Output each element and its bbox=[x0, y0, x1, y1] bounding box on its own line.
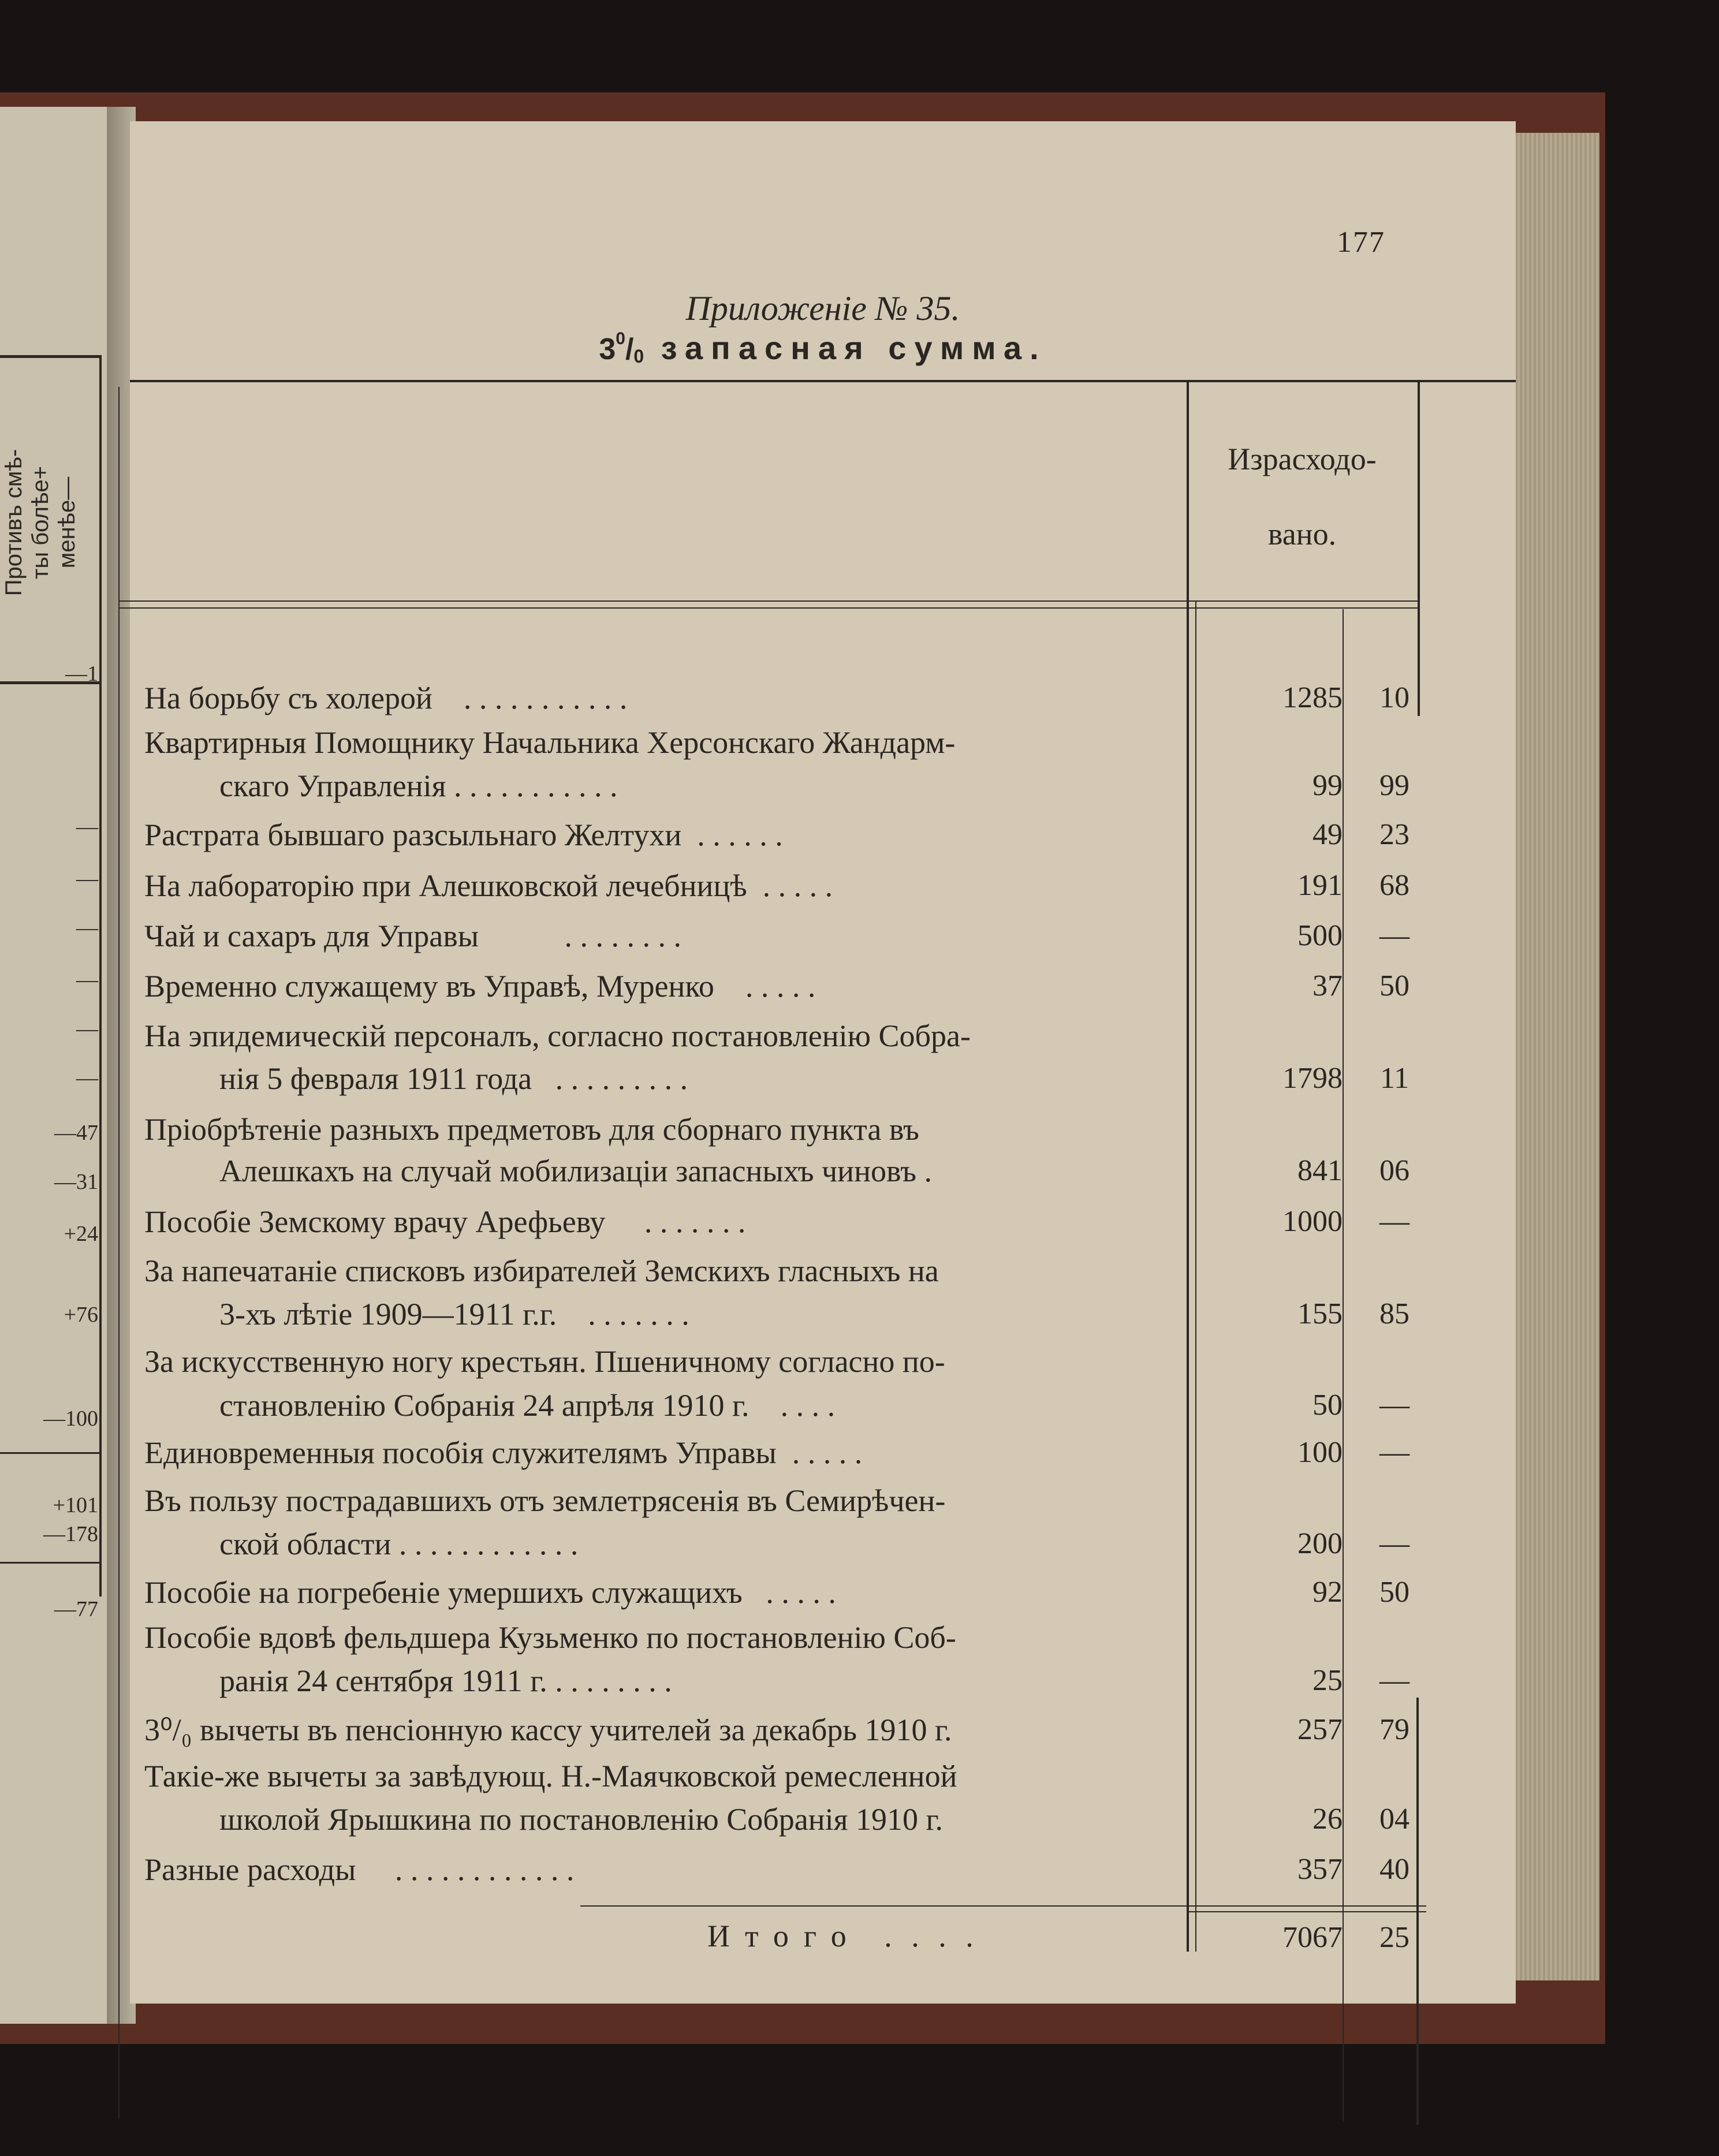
row-kopecks: 11 bbox=[1379, 1062, 1409, 1095]
row-dots: . . . . . . . bbox=[644, 1204, 746, 1239]
row-kopecks: — bbox=[1379, 1205, 1409, 1238]
table-top-rule bbox=[130, 380, 1516, 382]
row-dots: . bbox=[924, 1154, 933, 1188]
row-text: На лабораторію при Алешковской лечебницѣ bbox=[144, 868, 747, 903]
row-rubles: 100 bbox=[1297, 1436, 1343, 1469]
row-dots: . . . . . bbox=[745, 969, 816, 1004]
row-text: Чай и сахаръ для Управы bbox=[144, 919, 479, 953]
left-value: — bbox=[76, 1017, 98, 1041]
row-text-cont: скаго Управленія bbox=[219, 769, 446, 803]
row-text: Пріобрѣтеніе разныхъ предметовъ для сборнаго пункта въ bbox=[144, 1112, 919, 1147]
row-rubles: 37 bbox=[1312, 969, 1343, 1002]
left-value: +101 bbox=[53, 1493, 98, 1517]
table-left-rule bbox=[118, 387, 120, 2119]
page-edges bbox=[1513, 133, 1599, 1980]
left-value: —77 bbox=[54, 1597, 98, 1621]
appendix-heading: Приложеніе № 35. bbox=[685, 289, 960, 327]
total-label: Итого bbox=[707, 1919, 862, 1953]
row-dots: . . . . . . . . . . . bbox=[463, 681, 628, 715]
row-kopecks: 40 bbox=[1379, 1853, 1409, 1886]
left-value: +24 bbox=[64, 1222, 98, 1246]
row-rubles: 357 bbox=[1297, 1853, 1343, 1886]
row-dots: . . . . . . . . . . . . bbox=[394, 1852, 575, 1887]
left-value: — bbox=[76, 1066, 98, 1090]
total-rubles: 7067 bbox=[1282, 1921, 1343, 1954]
row-rubles: 191 bbox=[1297, 869, 1343, 902]
row-rubles: 200 bbox=[1297, 1527, 1343, 1560]
row-dots: . . . . . . . bbox=[588, 1297, 689, 1331]
table-right-rule bbox=[1418, 381, 1420, 716]
header-rule-1 bbox=[118, 600, 1418, 602]
row-rubles: 50 bbox=[1312, 1389, 1343, 1422]
row-text: Разные расходы bbox=[144, 1852, 356, 1887]
title-sub: 0 bbox=[633, 346, 644, 367]
row-text: Квартирныя Помощнику Начальника Херсонскаго Жандарм- bbox=[144, 725, 956, 760]
row-text: За искусственную ногу крестьян. Пшеничному согласно по- bbox=[144, 1344, 945, 1379]
left-value: — bbox=[76, 867, 98, 891]
row-kopecks: — bbox=[1379, 919, 1409, 952]
row-text: Въ пользу пострадавшихъ отъ землетрясенія въ Семирѣчен- bbox=[144, 1483, 946, 1518]
row-dots: . . . . . . . . bbox=[555, 1663, 672, 1698]
row-dots: . . . . . . bbox=[697, 818, 783, 852]
left-value: —100 bbox=[43, 1407, 98, 1431]
row-kopecks: 10 bbox=[1379, 681, 1409, 714]
row-text: 3⁰/₀ вычеты въ пенсіонную кассу учителей за декабрь 1910 г. bbox=[144, 1713, 952, 1747]
left-value: —178 bbox=[43, 1522, 98, 1546]
row-text-cont: становленію Собранія 24 апрѣля 1910 г. bbox=[219, 1388, 750, 1423]
row-kopecks: — bbox=[1379, 1436, 1409, 1469]
row-kopecks: — bbox=[1379, 1389, 1409, 1422]
row-rubles: 500 bbox=[1297, 919, 1343, 952]
table-title: $3^0/_0$ запасная сумма. bbox=[599, 329, 1047, 367]
row-text-cont: ранія 24 сентября 1911 г. bbox=[219, 1663, 547, 1698]
total-rule-2 bbox=[1187, 1911, 1426, 1912]
page-number: 177 bbox=[1337, 226, 1385, 259]
row-rubles: 1285 bbox=[1282, 681, 1343, 714]
row-text-cont: ской области bbox=[219, 1527, 391, 1561]
row-text: Единовременныя пособія служителямъ Управы bbox=[144, 1435, 777, 1470]
row-dots: . . . . bbox=[780, 1388, 836, 1423]
left-page-fragment bbox=[0, 107, 110, 2024]
spent-header-line2: вано. bbox=[1267, 517, 1337, 551]
row-text: Пособіе вдовѣ фельдшера Кузьменко по постановленію Соб- bbox=[144, 1620, 956, 1655]
row-text: Пособіе на погребеніе умершихъ служащихъ bbox=[144, 1575, 743, 1610]
row-text: За напечатаніе списковъ избирателей Земскихъ гласныхъ на bbox=[144, 1254, 939, 1288]
row-rubles: 1000 bbox=[1282, 1205, 1343, 1238]
row-rubles: 1798 bbox=[1282, 1062, 1343, 1095]
kopeck-column-rule bbox=[1343, 609, 1344, 2122]
row-text: На эпидемическій персоналъ, согласно постановленію Собра- bbox=[144, 1019, 971, 1053]
left-value: +76 bbox=[64, 1303, 98, 1327]
spent-header-line1: Израсходо- bbox=[1228, 442, 1377, 476]
left-value: — bbox=[76, 815, 98, 839]
row-dots: . . . . . bbox=[792, 1435, 863, 1470]
title-sup: 0 bbox=[616, 329, 625, 348]
row-text-cont: 3-хъ лѣтіе 1909—1911 г.г. bbox=[219, 1297, 557, 1331]
row-rubles: 26 bbox=[1312, 1803, 1343, 1836]
left-value: —1 bbox=[65, 662, 98, 686]
row-kopecks: 99 bbox=[1379, 769, 1409, 802]
row-text: Временно служащему въ Управѣ, Муренко bbox=[144, 969, 714, 1004]
row-text-cont: школой Ярышкина по постановленію Собранія 1910 г. bbox=[219, 1802, 944, 1837]
title-prefix: 3 bbox=[599, 333, 616, 366]
left-rule bbox=[0, 1452, 101, 1454]
left-column-header: Противъ смѣ- ты болѣе+ менѣе— bbox=[1, 449, 80, 596]
left-value: —31 bbox=[54, 1170, 98, 1194]
left-column-rule bbox=[99, 355, 102, 1597]
row-kopecks: 50 bbox=[1379, 969, 1409, 1002]
row-dots: . . . . . . . . . . . . bbox=[398, 1527, 579, 1561]
row-dots: . . . . . . . . . . . bbox=[453, 769, 618, 803]
left-rule bbox=[0, 1562, 101, 1564]
header-rule-2 bbox=[118, 607, 1418, 609]
row-kopecks: 04 bbox=[1379, 1803, 1409, 1836]
left-value: — bbox=[76, 968, 98, 992]
row-kopecks: 85 bbox=[1379, 1297, 1409, 1330]
row-text-cont: Алешкахъ на случай мобилизаціи запасныхъ чиновъ bbox=[219, 1154, 917, 1188]
title-main: запасная сумма. bbox=[644, 330, 1047, 366]
spent-column-header bbox=[1187, 421, 1418, 572]
row-text: Пособіе Земскому врачу Арефьеву bbox=[144, 1204, 606, 1239]
row-rubles: 841 bbox=[1297, 1154, 1343, 1187]
row-rubles: 25 bbox=[1312, 1664, 1343, 1697]
row-dots: . . . . . . . . bbox=[564, 919, 682, 953]
row-dots: . . . . . . . . . bbox=[555, 1061, 688, 1096]
row-kopecks: 23 bbox=[1379, 818, 1409, 851]
row-rubles: 92 bbox=[1312, 1576, 1343, 1609]
right-page bbox=[130, 121, 1516, 2004]
row-text: Растрата бывшаго разсыльнаго Желтухи bbox=[144, 818, 682, 852]
row-dots: . . . . . bbox=[766, 1575, 836, 1610]
row-rubles: 49 bbox=[1312, 818, 1343, 851]
row-rubles: 257 bbox=[1297, 1713, 1343, 1746]
row-kopecks: 50 bbox=[1379, 1576, 1409, 1609]
row-kopecks: 79 bbox=[1379, 1713, 1409, 1746]
row-rubles: 155 bbox=[1297, 1297, 1343, 1330]
row-kopecks: — bbox=[1379, 1527, 1409, 1560]
left-value: — bbox=[76, 916, 98, 940]
total-kopecks: 25 bbox=[1379, 1921, 1409, 1954]
row-dots: . . . . . bbox=[762, 868, 833, 903]
row-kopecks: 06 bbox=[1379, 1154, 1409, 1187]
row-text: На борьбу съ холерой bbox=[144, 681, 432, 715]
row-text: Такіе-же вычеты за завѣдующ. Н.-Маячковской ремесленной bbox=[144, 1759, 957, 1793]
left-value: —47 bbox=[54, 1121, 98, 1145]
total-dots: . . . . bbox=[884, 1919, 979, 1953]
row-text-cont: нія 5 февраля 1911 года bbox=[219, 1061, 532, 1096]
row-kopecks: — bbox=[1379, 1664, 1409, 1697]
row-kopecks: 68 bbox=[1379, 869, 1409, 902]
row-rubles: 99 bbox=[1312, 769, 1343, 802]
total-rule bbox=[580, 1905, 1426, 1907]
